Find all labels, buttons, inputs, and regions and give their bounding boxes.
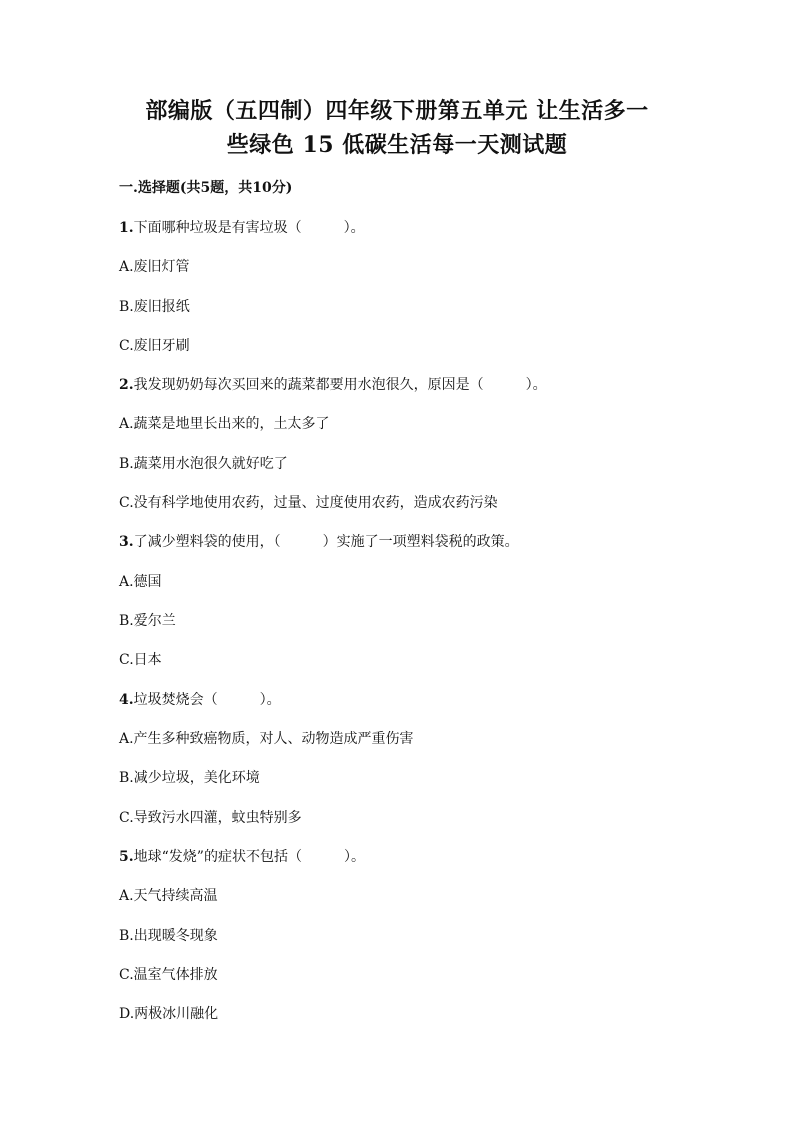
question-4-option-b: B.减少垃圾，美化环境 bbox=[119, 770, 260, 786]
question-2-option-a: A.蔬菜是地里长出来的，土太多了 bbox=[119, 416, 330, 432]
question-1-option-a: A.废旧灯管 bbox=[119, 259, 190, 275]
question-5-option-c: C.温室气体排放 bbox=[119, 967, 218, 983]
question-4-option-a: A.产生多种致癌物质，对人、动物造成严重伤害 bbox=[119, 731, 414, 747]
question-2 bbox=[119, 375, 547, 395]
question-2-option-b: B.蔬菜用水泡很久就好吃了 bbox=[119, 456, 288, 472]
question-4 bbox=[119, 690, 281, 710]
question-1-option-b: B.废旧报纸 bbox=[119, 299, 190, 315]
question-1-option-c: C.废旧牙刷 bbox=[119, 338, 190, 354]
question-3 bbox=[119, 532, 519, 552]
question-stem: 地球“发烧”的症状不包括（ ）。 bbox=[133, 849, 365, 865]
question-5-option-d: D.两极冰川融化 bbox=[119, 1006, 219, 1022]
question-5-option-b: B.出现暖冬现象 bbox=[119, 928, 218, 944]
question-5 bbox=[119, 847, 365, 867]
question-number: 4. bbox=[119, 692, 134, 708]
question-stem: 了减少塑料袋的使用，（ ）实施了一项塑料袋税的政策。 bbox=[133, 534, 519, 550]
question-number: 2. bbox=[119, 377, 134, 393]
document-title-line-1: 部编版（五四制）四年级下册第五单元 让生活多一 bbox=[145, 98, 649, 124]
question-stem: 下面哪种垃圾是有害垃圾（ ）。 bbox=[133, 220, 365, 236]
question-5-option-a: A.天气持续高温 bbox=[119, 888, 218, 904]
question-number: 5. bbox=[119, 849, 134, 865]
question-stem: 垃圾焚烧会（ ）。 bbox=[133, 692, 281, 708]
question-2-option-c: C.没有科学地使用农药，过量、过度使用农药，造成农药污染 bbox=[119, 495, 498, 511]
document-title-line-2: 些绿色 15 低碳生活每一天测试题 bbox=[226, 132, 568, 158]
question-3-option-c: C.日本 bbox=[119, 652, 162, 668]
question-3-option-a: A.德国 bbox=[119, 574, 162, 590]
question-1 bbox=[119, 218, 365, 238]
question-3-option-b: B.爱尔兰 bbox=[119, 613, 176, 629]
question-number: 3. bbox=[119, 534, 134, 550]
question-number: 1. bbox=[119, 220, 134, 236]
section-heading: 一.选择题(共5题，共10分) bbox=[119, 180, 293, 196]
question-4-option-c: C.导致污水四灌，蚊虫特别多 bbox=[119, 810, 302, 826]
question-stem: 我发现奶奶每次买回来的蔬菜都要用水泡很久，原因是（ ）。 bbox=[133, 377, 547, 393]
